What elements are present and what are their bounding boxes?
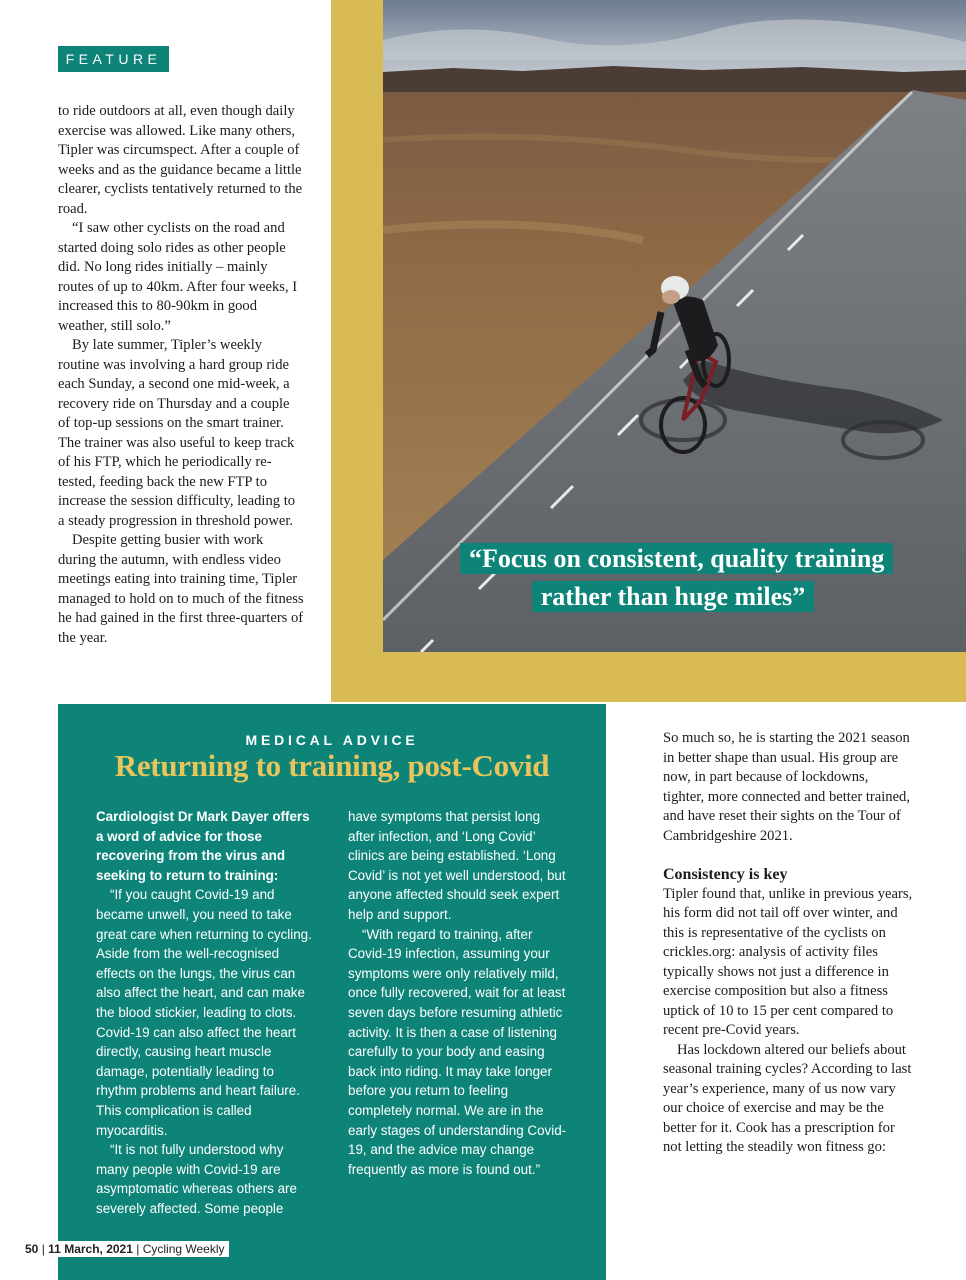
article-paragraph: Despite getting busier with work during the autumn, with endless video meetings eating into training time, Tipler managed to hold on to much of the fitness he had gained in the first three-quarters of the year.: [58, 532, 304, 646]
medical-advice-paragraph: have symptoms that persist long after infection, and ‘Long Covid’ clinics are being established. ‘Long Covid’ is not yet well understood, but anyone affected should seek expert help and support.: [348, 809, 566, 922]
issue-date: 11 March, 2021: [48, 1242, 133, 1256]
medical-advice-box: [58, 704, 606, 1280]
page-number: 50: [25, 1242, 39, 1256]
article-paragraph: Tipler found that, unlike in previous years, his form did not tail off over winter, and this is representative of the cyclists on crickles.org: analysis of activity files typically shows not just a difference in exercise composition but also a fitness uptick of 10 to 15 per cent compared to recent pre-Covid years.: [663, 885, 913, 1038]
article-column-3: [663, 729, 913, 1158]
medical-advice-kicker: MEDICAL ADVICE: [245, 732, 419, 748]
section-tag: FEATURE: [58, 46, 169, 72]
page-footer: [25, 1241, 229, 1257]
pull-quote: [460, 540, 886, 616]
article-column-1: [58, 102, 304, 648]
medical-advice-column-2: [348, 807, 570, 1179]
article-paragraph: So much so, he is starting the 2021 season in better shape than usual. His group are now, in part because of lockdowns, tighter, more connected and better trained, and have reset their sights on the Tour of Cambridgeshire 2021.: [663, 730, 910, 844]
medical-advice-lead: Cardiologist Dr Mark Dayer offers a word of advice for those recovering from the virus and seeking to return to training:: [96, 809, 310, 883]
pull-quote-text: “Focus on consistent, quality training rather than huge miles”: [460, 543, 893, 612]
medical-advice-title: Returning to training, post-Covid: [114, 748, 550, 783]
publication-name: Cycling Weekly: [142, 1242, 225, 1256]
article-paragraph: to ride outdoors at all, even though daily exercise was allowed. Like many others, Tipler was circumspect. After a couple of weeks and as the guidance became a little clearer, cyclists tentatively returned to the road.: [58, 103, 303, 217]
subheading: Consistency is key: [663, 866, 788, 883]
medical-advice-paragraph: “If you caught Covid-19 and became unwell, you need to take great care when returning to cycling. Aside from the well-recognised effects on the lungs, the virus can also affect the heart, and can make the blood stickier, leading to clots. Covid-19 can also affect the heart directly, causing heart muscle damage, potentially leading to rhythm problems and heart failure. This complication is called myocarditis.: [96, 887, 312, 1138]
article-paragraph: By late summer, Tipler’s weekly routine was involving a hard group ride each Sunday, a second one mid-week, a recovery ride on Thursday and a couple of top-up sessions on the smart trainer. The trainer was also useful to keep track of his FTP, which he periodically re-tested, feeding back the new FTP to increase the session difficulty, leading to a steady progression in threshold power.: [58, 337, 296, 529]
article-paragraph: “I saw other cyclists on the road and started doing solo rides as other people did. No long rides initially – mainly routes of up to 40km. After four weeks, I increased this to 80-90km in good weather, still solo.”: [58, 220, 298, 334]
medical-advice-column-1: [96, 807, 318, 1218]
article-paragraph: Has lockdown altered our beliefs about seasonal training cycles? According to last year’s experience, many of us now vary our choice of exercise and may be the better for it. Cook has a prescription for not letting the steadily won fitness go:: [663, 1041, 912, 1155]
medical-advice-paragraph: “It is not fully understood why many people with Covid-19 are asymptomatic whereas others are severely affected. Some people: [96, 1142, 297, 1216]
footer-separator: |: [41, 1242, 45, 1256]
medical-advice-paragraph: “With regard to training, after Covid-19 infection, assuming your symptoms were only relatively mild, once fully recovered, wait for at least seven days before resuming athletic activity. It is then a case of listening carefully to your body and easing back into riding. It may take longer before you return to feeling completely normal. We are in the early stages of understanding Covid-19, and the advice may change frequently as more is found out.”: [348, 926, 567, 1177]
footer-separator: |: [136, 1242, 140, 1256]
